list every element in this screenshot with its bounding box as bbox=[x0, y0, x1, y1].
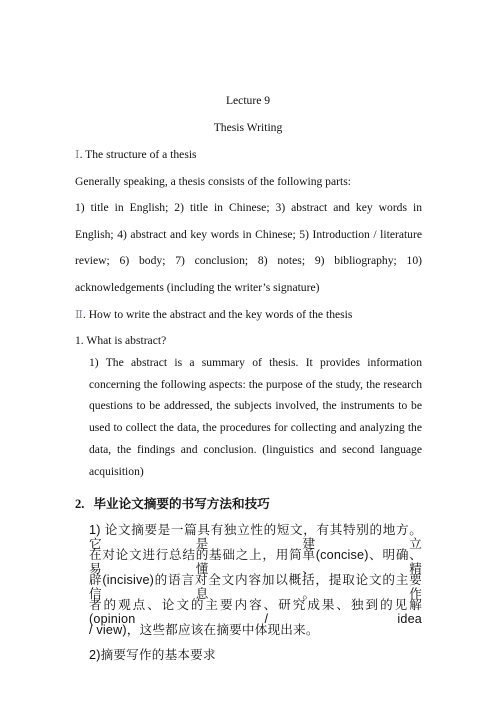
abstract-definition-line-1: 1) The abstract is a summary of thesis. It provides information bbox=[89, 356, 422, 369]
section-1-heading-text: . The structure of a thesis bbox=[79, 148, 197, 161]
chinese-section-heading bbox=[75, 497, 270, 511]
abstract-definition-line-5: data, the findings and conclusion. (linguistics and second language bbox=[89, 443, 422, 456]
roman-numeral-2: Ⅱ bbox=[75, 308, 83, 321]
thesis-parts-line-1: 1) title in English; 2) title in Chinese; 3) abstract and key words in bbox=[75, 201, 422, 214]
abstract-requirements-heading: 2)摘要写作的基本要求 bbox=[89, 648, 216, 662]
chinese-paragraph-line-2: 在对论文进行总结的基础之上，用简单(concise)、明确、易懂、精 bbox=[89, 548, 422, 576]
roman-numeral-1: Ⅰ bbox=[75, 148, 80, 161]
chinese-section-title: 毕业论文摘要的书写方法和技巧 bbox=[93, 497, 270, 511]
chinese-paragraph-line-1: 1) 论文摘要是一篇具有独立性的短文，有其特别的地方。它是建立 bbox=[89, 523, 422, 551]
abstract-definition-line-2: concerning the following aspects: the purpose of the study, the research bbox=[89, 378, 422, 391]
thesis-parts-line-2: English; 4) abstract and key words in Chinese; 5) Introduction / literature bbox=[75, 228, 422, 241]
abstract-definition-line-6: acquisition) bbox=[89, 465, 144, 478]
thesis-parts-line-3: review; 6) body; 7) conclusion; 8) notes; 9) bibliography; 10) bbox=[75, 254, 422, 267]
section-1-heading bbox=[75, 148, 197, 162]
question-what-is-abstract: 1. What is abstract? bbox=[75, 334, 167, 347]
chinese-paragraph-line-4: 者的观点、论文的主要内容、研究成果、独到的见解(opinion / idea bbox=[89, 598, 422, 626]
lecture-title: Thesis Writing bbox=[213, 121, 283, 134]
section-2-heading bbox=[75, 308, 352, 322]
chinese-paragraph-line-3: 辟(incisive)的语言对全文内容加以概括，提取论文的主要信息。作 bbox=[89, 573, 422, 601]
lecture-number: Lecture 9 bbox=[225, 94, 271, 107]
abstract-definition-line-3: questions to be addressed, the subjects involved, the instruments to be bbox=[89, 399, 422, 412]
thesis-parts-line-4: acknowledgements (including the writer’s signature) bbox=[75, 281, 320, 294]
section-1-intro: Generally speaking, a thesis consists of the following parts: bbox=[75, 175, 351, 188]
abstract-definition-line-4: used to collect the data, the procedures for collecting and analyzing the bbox=[89, 421, 422, 434]
section-2-heading-text: . How to write the abstract and the key words of the thesis bbox=[82, 308, 353, 321]
chinese-paragraph-line-5: / view)，这些都应该在摘要中体现出来。 bbox=[89, 623, 319, 637]
chinese-section-number: 2. bbox=[75, 497, 85, 511]
